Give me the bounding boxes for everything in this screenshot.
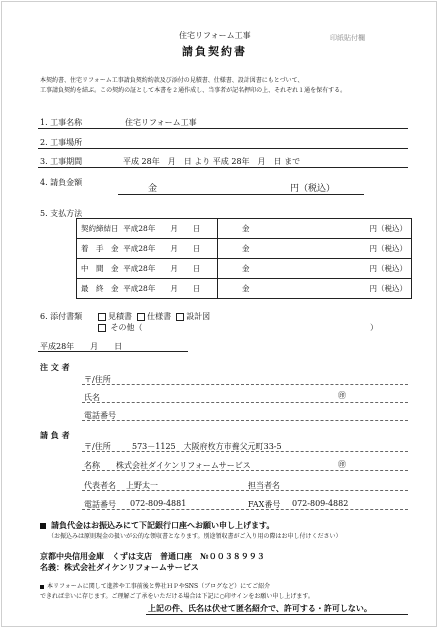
payment-amount-cell[interactable]: 金 円（税込） [218,279,412,299]
item6-label: 6. 添付書類 [40,312,83,321]
footer-line1: 本リフォームに関して進捗や工事前後と弊社ＨＰやSNS（ブログなど）にてご紹介 [40,581,270,590]
contractor-name-value: 株式会社ダイケンリフォームサービス [116,461,251,470]
label-spec: 仕様書 [147,312,172,321]
contractor-fax-value: 072-809-4882 [292,499,349,508]
contract-date-underline [38,351,188,352]
payment-amount-cell[interactable]: 金 円（税込） [218,259,412,279]
attachment-other [98,322,143,333]
payment-name-cell: 契約締結日 平成28年 月 日 [77,219,218,239]
client-label: 注 文 者 [40,362,70,372]
stamp-note: 印紙貼付欄 [330,34,365,42]
contractor-name-label: 名称 [84,461,100,470]
client-name-line[interactable] [82,402,408,403]
intro-line-1: 本契約書、住宅リフォーム工事請負契約約款及び添付の見積書、仕様書、設計図書にもとづいて、 [40,77,304,84]
checkbox-other[interactable] [98,324,106,332]
label-estimate: 見積書 [108,312,132,321]
main-title: 請負契約書 [182,45,247,58]
contractor-rep-line [82,490,408,491]
contractor-address-line [82,451,408,452]
item4-tax: 円（税込） [290,184,336,194]
item2-underline [38,148,408,149]
bullet-square-icon [40,585,44,589]
contractor-rep-value: 上野太一 [126,481,158,490]
client-phone-label: 電話番号 [84,411,116,420]
item1-label: 1. 工事名称 [40,118,83,127]
checkbox-drawing[interactable] [176,313,184,321]
footer-line2: できれば幸いに存じます。ご理解ご了承をいただける場合は下記に○印サインをお願い申し上げます。 [40,593,314,600]
payment-row [77,279,412,299]
bullet-square-icon [40,523,46,529]
payment-name-cell: 着 手 金 平成28年 月 日 [77,239,218,259]
item2-label: 2. 工事場所 [40,138,83,147]
payment-name-cell: 最 終 金 平成28年 月 日 [77,279,218,299]
item5-label: 5. 支払方法 [40,209,83,218]
payment-amount-cell[interactable]: 金 円（税込） [218,219,412,239]
footer-underline [146,614,408,615]
contractor-label: 請 負 者 [40,430,70,440]
intro-line-2: 工事請負契約を結ぶ。この契約の証として本書を２通作成し、当事者が記名押印の上、それぞれ１通を保有する。 [40,87,347,94]
checkbox-estimate[interactable] [98,313,106,321]
item4-underline [118,194,364,195]
top-title: 住宅リフォーム工事 [179,31,251,40]
payment-row [77,239,412,259]
payment-row [77,259,412,279]
client-address-label: 〒/住所 [84,375,111,384]
payment-name-cell: 中 間 金 平成28年 月 日 [77,259,218,279]
payment-note-line1: 請負代金はお振込みにて下記銀行口座へお願い申し上げます。 [40,520,274,531]
item3-underline [38,167,408,168]
contractor-phone-label: 電話番号 [84,500,116,509]
payment-table [76,218,412,299]
item1-value[interactable]: 住宅リフォーム工事 [125,118,197,127]
bank-line2: 名義：株式会社ダイケンリフォームサービス [40,562,199,572]
contractor-phone-value: 072-809-4881 [130,499,187,508]
item4-label: 4. 請負金額 [40,178,83,187]
item1-underline [38,128,408,129]
contractor-address-value: 573－1125 大阪府枚方市養父元町33-5 [132,442,282,451]
client-address-line[interactable] [82,384,408,385]
contractor-seal: ㊞ [338,460,346,469]
client-phone-line[interactable] [82,420,408,421]
item3-label: 3. 工事期間 [40,157,83,166]
checkbox-spec[interactable] [137,313,145,321]
footer-line3[interactable]: 上記の件、氏名は伏せて匿名紹介で、許可する・許可しない。 [148,603,372,613]
payment-row [77,219,412,239]
contractor-rep-label: 代表者名 [84,481,116,490]
contractor-phone-line [82,509,408,510]
attachment-options [98,311,210,322]
bank-line1: 京都中央信用金庫 くずは支店 普通口座 №００３８９９３ [40,551,265,561]
attachment-close: ） [370,323,378,332]
contract-date[interactable]: 平成28年 月 日 [40,342,123,351]
label-drawing: 設計図 [186,312,211,321]
client-name-label: 氏名 [84,393,100,402]
client-seal: ㊞ [338,391,346,400]
payment-amount-cell[interactable]: 金 円（税込） [218,239,412,259]
contractor-fax-label: FAX番号 [248,500,281,509]
payment-note-line2: （お振込みは原則現金の扱いが公的な領収書となります。別途領収書がご入り用の際はお申し付けください） [48,533,342,540]
item3-value[interactable]: 平成 28年 月 日 より 平成 28年 月 日 まで [123,157,301,166]
contractor-name-line [82,470,408,471]
label-other: その他（ [110,323,143,332]
item4-yen: 金 [148,184,158,194]
contractor-address-label: 〒/住所 [84,442,111,451]
contractor-staff-label: 担当者名 [248,481,280,490]
